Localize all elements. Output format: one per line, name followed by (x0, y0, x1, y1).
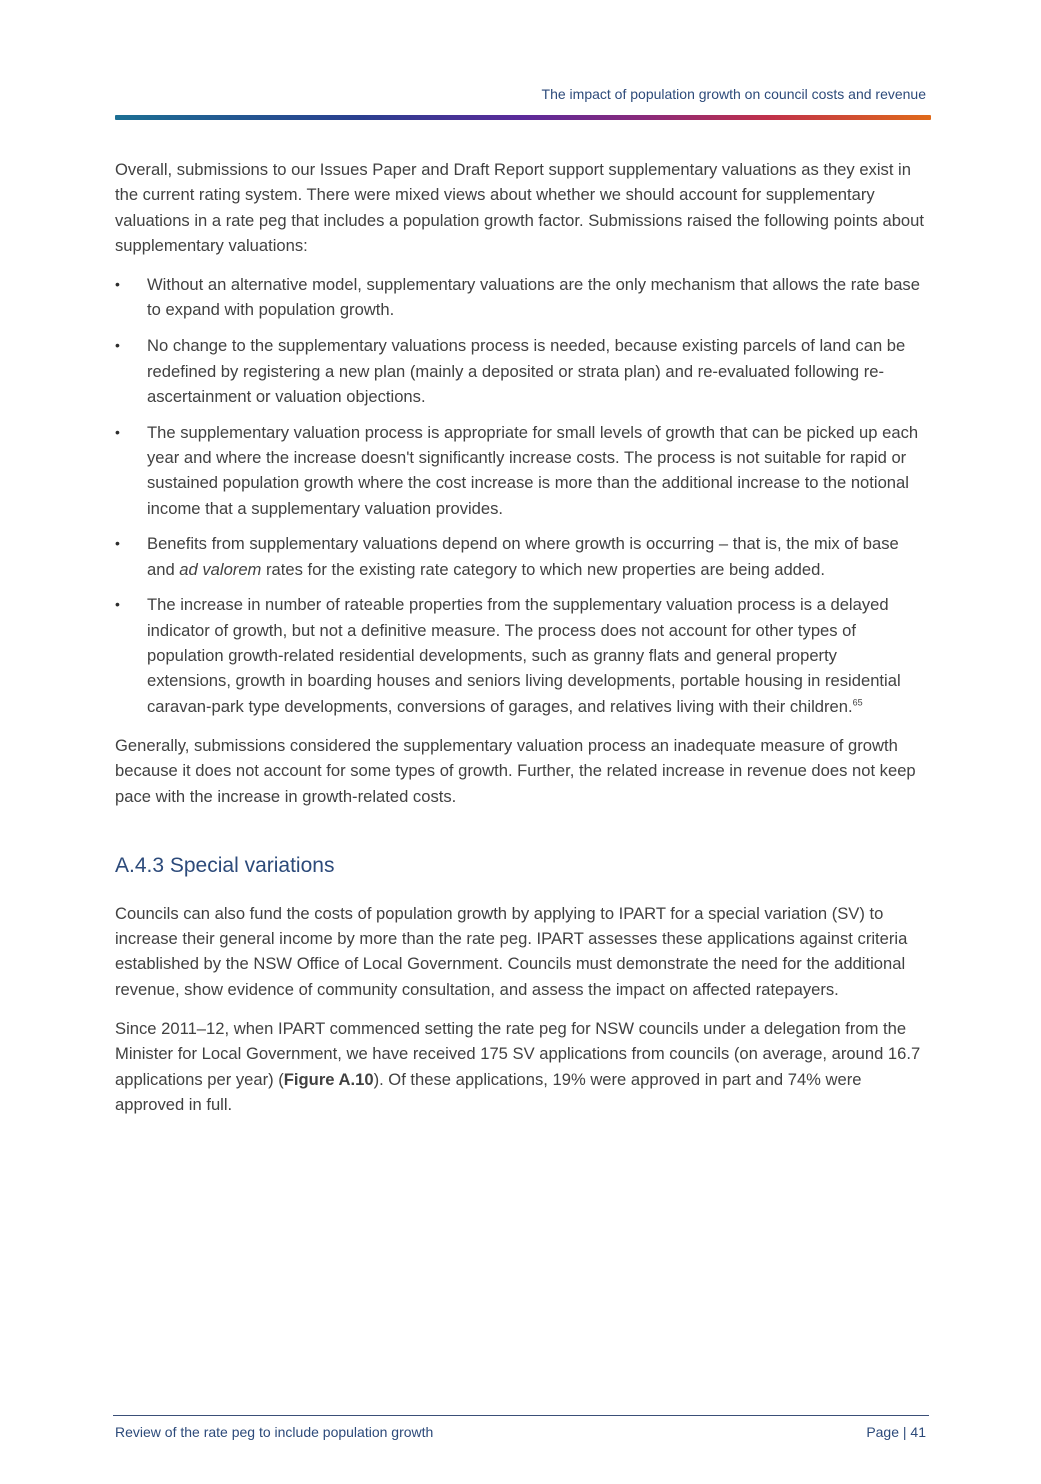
conclusion-paragraph: Generally, submissions considered the supplementary valuation process an inadequate measure of growth because it does not account for some types of growth. Further, the related increase in revenue does not keep pace with the increase in growth-related costs. (115, 735, 916, 806)
section-heading: A.4.3 Special variations (115, 853, 335, 877)
footer-page-number: Page | 41 (866, 1424, 926, 1440)
footer-rule (113, 1415, 929, 1416)
intro-paragraph: Overall, submissions to our Issues Paper and Draft Report support supplementary valuations as they exist in the current rating system. There were mixed views about whether we should account for supplementary valuations in a rate peg that includes a population growth factor. Submissions raised the following points about supplementary valuations: (115, 160, 924, 255)
bullet-icon: • (115, 423, 120, 440)
figure-reference[interactable]: Figure A.10 (283, 1069, 374, 1089)
bullet-icon: • (115, 337, 120, 354)
sv-history-paragraph: Since 2011–12, when IPART commenced setting the rate peg for NSW councils under a delegation from the Minister for Local Government, we have received 175 SV applications from councils (on average, around 16.7 applications per year) (Figure A.10). Of these applications, 19% were approved in part and 74% were approved in full. (115, 1019, 921, 1114)
list-item-text: The supplementary valuation process is appropriate for small levels of growth that can be picked up each year and where the increase doesn't significantly increase costs. The process is not suitable for rapid or sustained population growth where the cost increase is more than the additional increase to the notional income that a supplementary valuation provides. (147, 422, 919, 518)
list-item (115, 531, 925, 582)
italic-term: ad valorem (179, 559, 262, 579)
footnote-reference[interactable]: 65 (852, 697, 863, 708)
list-item (115, 333, 925, 409)
page-body (115, 157, 925, 1131)
footer-document-title: Review of the rate peg to include population growth (115, 1424, 434, 1440)
bullet-icon: • (115, 276, 120, 293)
submission-points-list (115, 272, 925, 719)
header-gradient-rule (115, 115, 931, 120)
running-header-title: The impact of population growth on council costs and revenue (541, 86, 926, 102)
special-variations-paragraph: Councils can also fund the costs of population growth by applying to IPART for a special variation (SV) to increase their general income by more than the rate peg. IPART assesses these applications against criteria established by the NSW Office of Local Government. Councils must demonstrate the need for the additional revenue, show evidence of community consultation, and assess the impact on affected ratepayers. (115, 903, 908, 999)
list-item-text: Without an alternative model, supplementary valuations are the only mechanism that allows the rate base to expand with population growth. (147, 275, 920, 320)
list-item (115, 592, 925, 718)
list-item-text: The increase in number of rateable properties from the supplementary valuation process is a delayed indicator of growth, but not a definitive measure. The process does not account for other types of population growth-related residential developments, such as granny flats and general property extensions, growth in boarding houses and seniors living developments, portable housing in residential caravan-park type developments, conversions of garages, and relatives living with their children.$^{65}$ (147, 595, 901, 716)
bullet-icon: • (115, 596, 120, 613)
list-item (115, 420, 925, 521)
list-item-text: No change to the supplementary valuations process is needed, because existing parcels of land can be redefined by registering a new plan (mainly a deposited or strata plan) and re-evaluated following re-ascertainment or valuation objections. (147, 336, 906, 406)
list-item-text: Benefits from supplementary valuations depend on where growth is occurring – that is, the mix of base and ad valorem rates for the existing rate category to which new properties are being added. (147, 534, 899, 579)
list-item (115, 272, 925, 323)
bullet-icon: • (115, 535, 120, 552)
